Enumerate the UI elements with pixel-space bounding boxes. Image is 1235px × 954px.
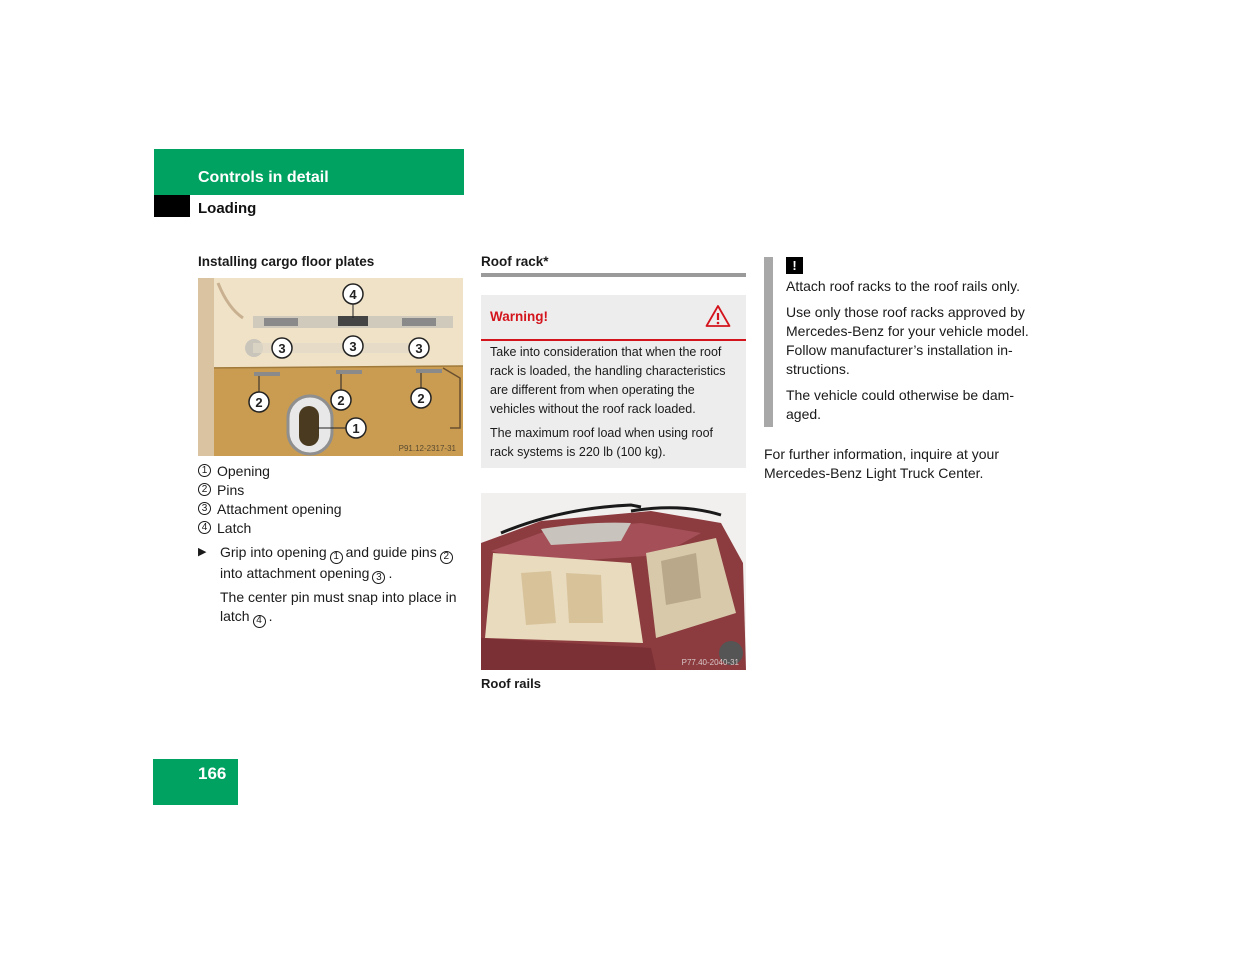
subsection-title: Loading [198,200,257,217]
page-number: 166 [198,764,227,783]
instruction-step: ▶ Grip into opening 1 and guide pins 2 into attachment opening 3 . [198,543,463,584]
figure-code: P91.12-2317-31 [398,444,456,453]
roof-rack-heading: Roof rack* [481,254,549,269]
warning-header [481,295,746,341]
svg-text:3: 3 [415,341,423,356]
section-title: Controls in detail [198,169,329,186]
svg-text:2: 2 [337,393,345,408]
note-side-bar [764,257,773,427]
exclamation-icon: ! [786,257,803,274]
legend-item: 4 Latch [198,518,463,537]
note-text: The vehicle could otherwise be dam-aged. [786,387,1015,422]
callout-number: 1 [198,464,211,477]
legend-item: 1 Opening [198,461,463,480]
heading-rule [481,273,746,277]
warning-box [481,295,746,468]
callout-number: 3 [198,502,211,515]
svg-text:1: 1 [352,421,360,436]
svg-text:3: 3 [349,339,357,354]
callout-number: 4 [198,521,211,534]
warning-title: Warning! [490,309,548,324]
cargo-floor-plates-figure [198,278,463,456]
cargo-plates-heading: Installing cargo floor plates [198,254,375,269]
note-text: Attach roof racks to the roof rails only. [786,278,1020,294]
note-text: Use only those roof racks approved by Mercedes-Benz for your vehicle model. Follow manufacturer’s installation in-structions. [786,304,1029,377]
legend-item: 2 Pins [198,480,463,499]
figure-caption: Roof rails [481,676,541,691]
subsection-marker [154,195,190,217]
svg-text:2: 2 [417,391,425,406]
warning-text: Take into consideration that when the roof rack is loaded, the handling characteristics are different from when operating the vehicles without the roof rack loaded. [490,345,726,416]
roof-rails-photo [481,493,746,670]
svg-text:3: 3 [278,341,286,356]
warning-text: The maximum roof load when using roof rack systems is 220 lb (100 kg). [490,426,714,459]
figure-legend [198,461,463,537]
svg-text:4: 4 [349,287,357,302]
legend-item: 3 Attachment opening [198,499,463,518]
svg-text:2: 2 [255,395,263,410]
figure-code: P77.40-2040-31 [681,658,739,667]
warning-triangle-icon [705,304,731,328]
center-pin-note: The center pin must snap into place in latch 4 . [220,589,457,626]
step-arrow-icon: ▶ [198,546,207,558]
callout-number: 2 [198,483,211,496]
further-info-text: For further information, inquire at your Mercedes-Benz Light Truck Center. [764,446,999,481]
